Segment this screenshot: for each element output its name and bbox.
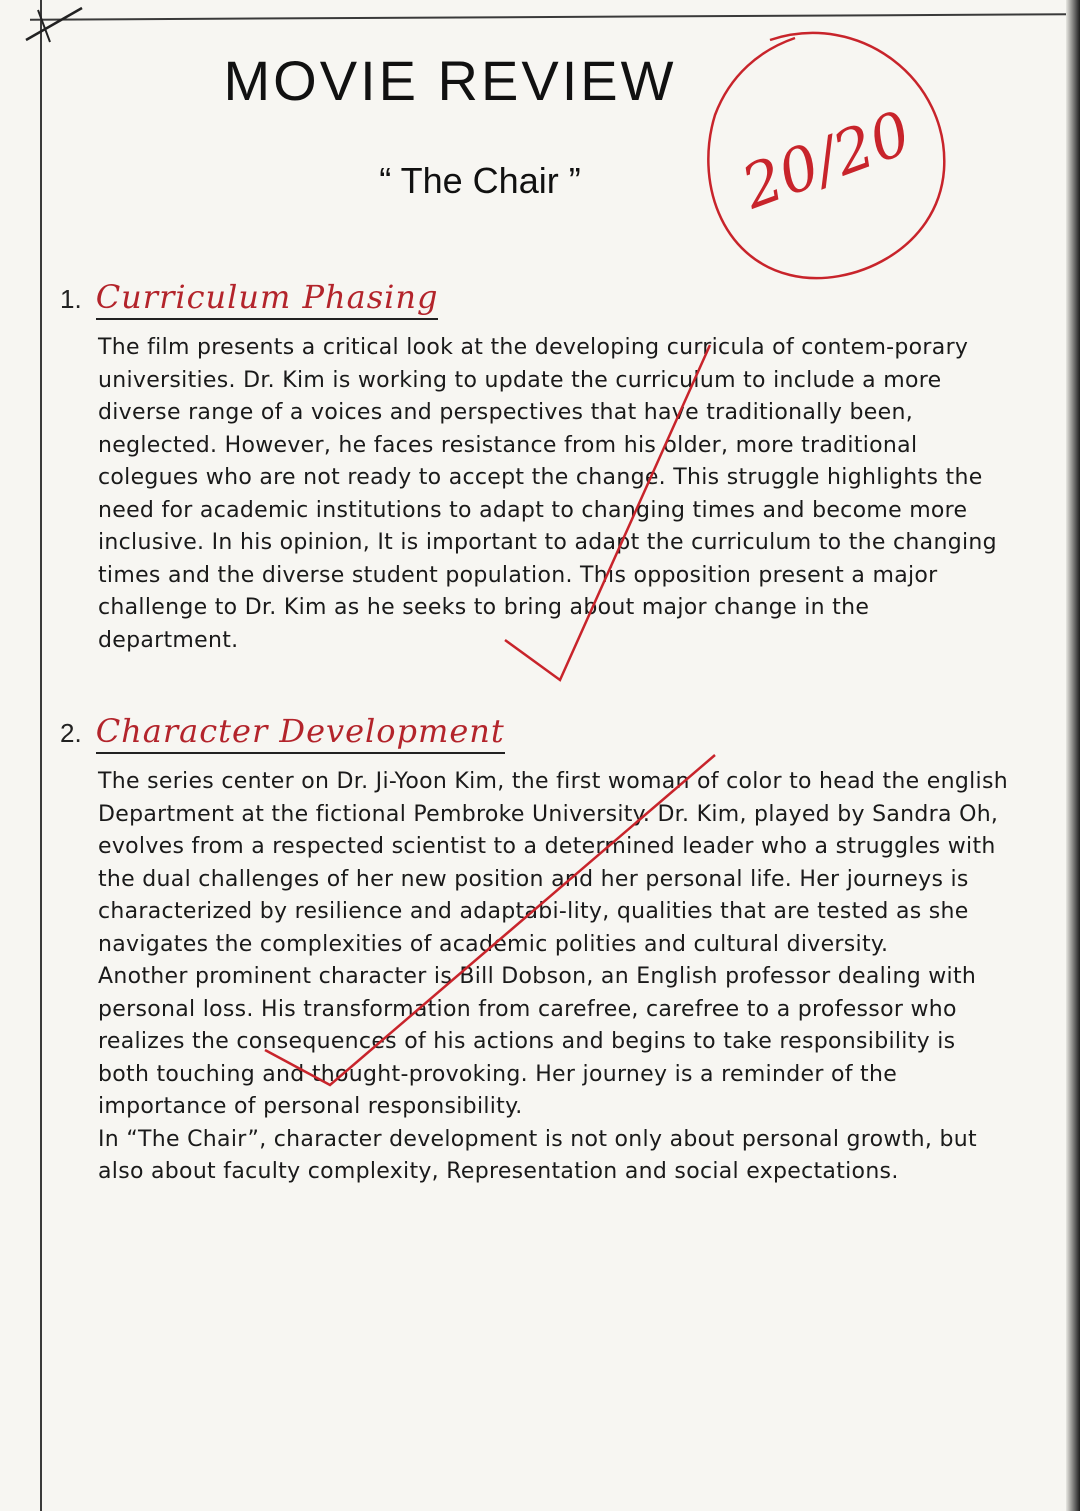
section-title: Character Development [96, 712, 505, 754]
section-heading [60, 278, 1010, 320]
margin-line [40, 0, 42, 1511]
section-number: 1. [60, 284, 82, 314]
section-number: 2. [60, 718, 82, 748]
movie-title: “ The Chair ” [379, 160, 581, 201]
page-edge-shadow [1066, 0, 1080, 1511]
section-title: Curriculum Phasing [96, 278, 439, 320]
section-paragraph: The film presents a critical look at the developing curricula of contem-porary universities. Dr. Kim is working to update the curriculum to include a more diverse range of a voices and perspectives that have traditionally been, neglected. However, he faces resistance from his older, more traditional colegues who are not ready to accept the change. This struggle highlights the need for academic institutions to adapt to changing times and become more inclusive. In his opinion, It is important to adapt the curriculum to the changing times and the diverse student population. This opposition present a major challenge to Dr. Kim as he seeks to bring about major change in the department. [98, 335, 997, 653]
red-checkmark-icon [500, 340, 720, 700]
section-paragraph: The series center on Dr. Ji-Yoon Kim, the first woman of color to head the english Department at the fictional Pembroke University. Dr. Kim, played by Sandra Oh, evolves from a respected scientist to a determined leader who a struggles with the dual challenges of her new position and her personal life. Her journeys is characterized by resilience and adaptabi-lity, qualities that are tested as she navigates the complexities of academic polities and cultural diversity. [98, 769, 1008, 957]
section-paragraph: In “The Chair”, character development is not only about personal growth, but also about faculty complexity, Representation and social expectations. [98, 1126, 977, 1184]
grade-circle [700, 20, 960, 300]
red-checkmark-icon [260, 750, 720, 1090]
section-paragraph: Another prominent character is Bill Dobson, an English professor dealing with personal loss. His transformation from carefree, carefree to a professor who realizes the consequences of his actions and begins to take responsibility is both touching and thought-provoking. Her journey is a reminder of the importance of personal responsibility. [98, 964, 977, 1119]
grade-score: 20/20 [733, 98, 920, 224]
page-title: MOVIE REVIEW [223, 49, 677, 112]
section-heading [60, 712, 1010, 754]
corner-cross-mark-icon [24, 4, 84, 44]
